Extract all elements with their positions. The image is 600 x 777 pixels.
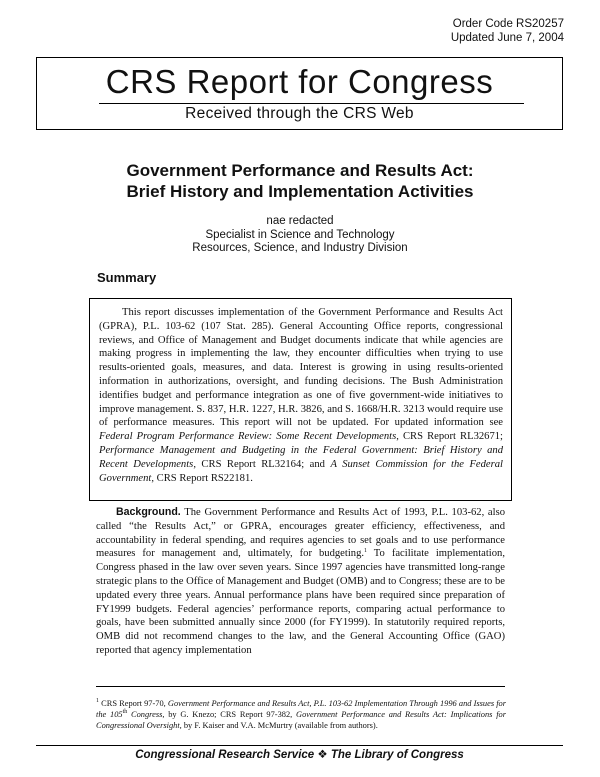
author-name: nae redacted bbox=[266, 215, 334, 227]
banner-subtitle: Received through the CRS Web bbox=[185, 105, 414, 122]
updated-date: Updated June 7, 2004 bbox=[450, 32, 564, 44]
footnote-title-1: Government Performance and Results Act, P.L. 103-62 Implementation Through 1996 and Issues for the 105 bbox=[96, 699, 507, 719]
summary-paragraph bbox=[99, 306, 503, 485]
summary-ref-3-code: , CRS Report RS22181. bbox=[151, 472, 253, 484]
banner-divider bbox=[99, 103, 524, 104]
footer-divider bbox=[36, 745, 563, 746]
background-paragraph bbox=[96, 506, 505, 658]
order-info bbox=[451, 17, 564, 45]
summary-ref-2-code: , CRS Report RL32164; and bbox=[193, 458, 331, 470]
footnote-title-1-sup: th bbox=[122, 709, 128, 715]
background-heading: Background. bbox=[116, 506, 181, 518]
summary-ref-1-code: , CRS Report RL32671; bbox=[396, 431, 503, 443]
report-title-line-1: Government Performance and Results Act: bbox=[126, 161, 474, 180]
summary-ref-3-title: A Sunset Commission for the Federal Government bbox=[99, 458, 503, 484]
banner-title: CRS Report for Congress bbox=[105, 63, 494, 100]
footnote-title-1-end: Congress bbox=[127, 710, 163, 719]
background-section bbox=[96, 506, 505, 658]
author-block bbox=[150, 215, 450, 256]
footnote-part-3: by F. Kaiser and V.A. McMurtry (available from authors). bbox=[181, 721, 378, 730]
summary-ref-1-title: Federal Program Performance Review: Some Recent Developments bbox=[99, 431, 397, 443]
footnote-divider bbox=[96, 686, 505, 687]
footnote-title-2: Government Performance and Results Act: Implications for Congressional Oversight, bbox=[96, 710, 506, 730]
footnote-part-1: CRS Report 97-70, bbox=[99, 699, 168, 708]
background-text-1: The Government Performance and Results Act of 1993, P.L. 103-62, also called “the Results Act,” or GPRA, encourages greater efficiency, effectiveness, and accountability in federal spending, and requires agencies to set goals and to use performance measures for management and, ultimately, for budgeting. bbox=[96, 507, 505, 560]
footnote-part-2: , by G. Knezo; CRS Report 97-382, bbox=[162, 710, 297, 719]
footer-text: Congressional Research Service ❖ The Library of Congress bbox=[135, 749, 464, 761]
summary-box bbox=[89, 298, 512, 501]
footnote-marker: 1 bbox=[96, 698, 99, 704]
order-code: Order Code RS20257 bbox=[452, 18, 564, 30]
summary-ref-2-title: Performance Management and Budgeting in the Federal Government: Brief History and Recent Developments bbox=[99, 444, 503, 470]
background-text-2: To facilitate implementation, Congress phased in the law over seven years. Since 1997 agencies have transmitted long-range strategic plans to the Office of Management and Budget (OMB) and to Congress; these are to be updated every three years. Annual performance plans have been required since preparation of FY1999 budgets. Federal agencies’ performance reports, comparing actual performance to goals, have been submitted annually since 2000 (for FY1999). In statutorily required reports, OMB did not recommend changes to the law, and the General Accounting Office (GAO) reported that agency implementation bbox=[96, 548, 505, 656]
summary-heading: Summary bbox=[97, 270, 157, 285]
report-title bbox=[60, 160, 540, 202]
report-title-line-2: Brief History and Implementation Activities bbox=[126, 182, 474, 201]
author-title: Specialist in Science and Technology bbox=[205, 228, 395, 241]
summary-text: This report discusses implementation of the Government Performance and Results Act (GPRA), P.L. 103-62 (107 Stat. 285). General Accounting Office reports, congressional reviews, and Office of Management and Budget documents indicate that while agencies are making progress in implementing the law, they encounter difficulties when trying to use results-oriented goals, measures, and data. Interest is growing in using results-oriented information in authorizations, oversight, and funding decisions. The Bush Administration identifies budget and performance integration as one of five government-wide initiatives to improve management. S. 837, H.R. 1227, H.R. 3826, and S. 1668/H.R. 3213 would require use of performance measures. This report will not be updated. For updated information see bbox=[99, 307, 503, 429]
author-division: Resources, Science, and Industry Division bbox=[192, 242, 408, 254]
footnote bbox=[96, 698, 506, 731]
footnote-ref-marker: 1 bbox=[364, 548, 368, 555]
crs-banner bbox=[36, 57, 563, 130]
